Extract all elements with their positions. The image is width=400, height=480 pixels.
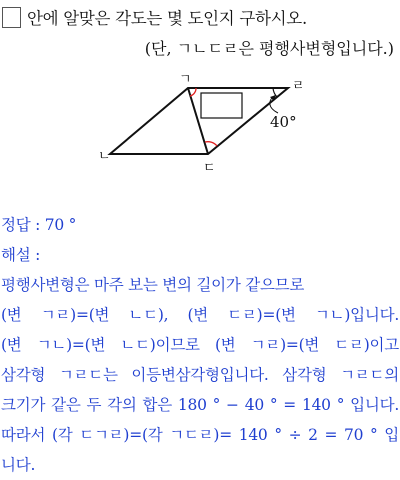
explanation-line: 니다. [1,456,36,474]
explanation-line: 삼각형 ㄱㄹㄷ는 이등변삼각형입니다. 삼각형 ㄱㄹㄷ의 [1,366,399,384]
explanation-line: 크기가 같은 두 각의 합은 180 ° − 40 ° = 140 ° 입니다. [1,396,399,414]
vertex-label-a: ㄱ [179,72,192,87]
angle-arc-c [205,142,217,146]
vertex-label-d: ㄹ [292,79,305,94]
answer-box [2,7,21,28]
vertex-label-b: ㄴ [98,149,111,164]
explanation-line: 따라서 (각 ㄷㄱㄹ)=(각 ㄱㄷㄹ)= 140 ° ÷ 2 = 70 ° 입 [1,426,399,444]
explanation-line: (변 ㄱㄴ)=(변 ㄴㄷ)이므로 (변 ㄱㄹ)=(변 ㄷㄹ)이고 [1,336,399,354]
question-note: (단, ㄱㄴㄷㄹ은 평행사변형입니다.) [144,39,394,58]
vertex-label-c: ㄷ [203,161,216,176]
answer-line: 정답 : 70 ° [1,216,77,234]
parallelogram-figure [80,70,340,180]
angle-label-40: 40° [270,113,297,131]
figure-answer-box [201,93,242,118]
solution-section [0,210,400,480]
explanation-line: (변 ㄱㄹ)=(변 ㄴㄷ), (변 ㄷㄹ)=(변 ㄱㄴ)입니다. [1,306,399,324]
question-line [2,4,307,30]
question-text: 안에 알맞은 각도는 몇 도인지 구하시오. [27,9,307,28]
explanation-heading: 해설 : [1,246,41,264]
explanation-line: 평행사변형은 마주 보는 변의 길이가 같으므로 [1,276,305,294]
